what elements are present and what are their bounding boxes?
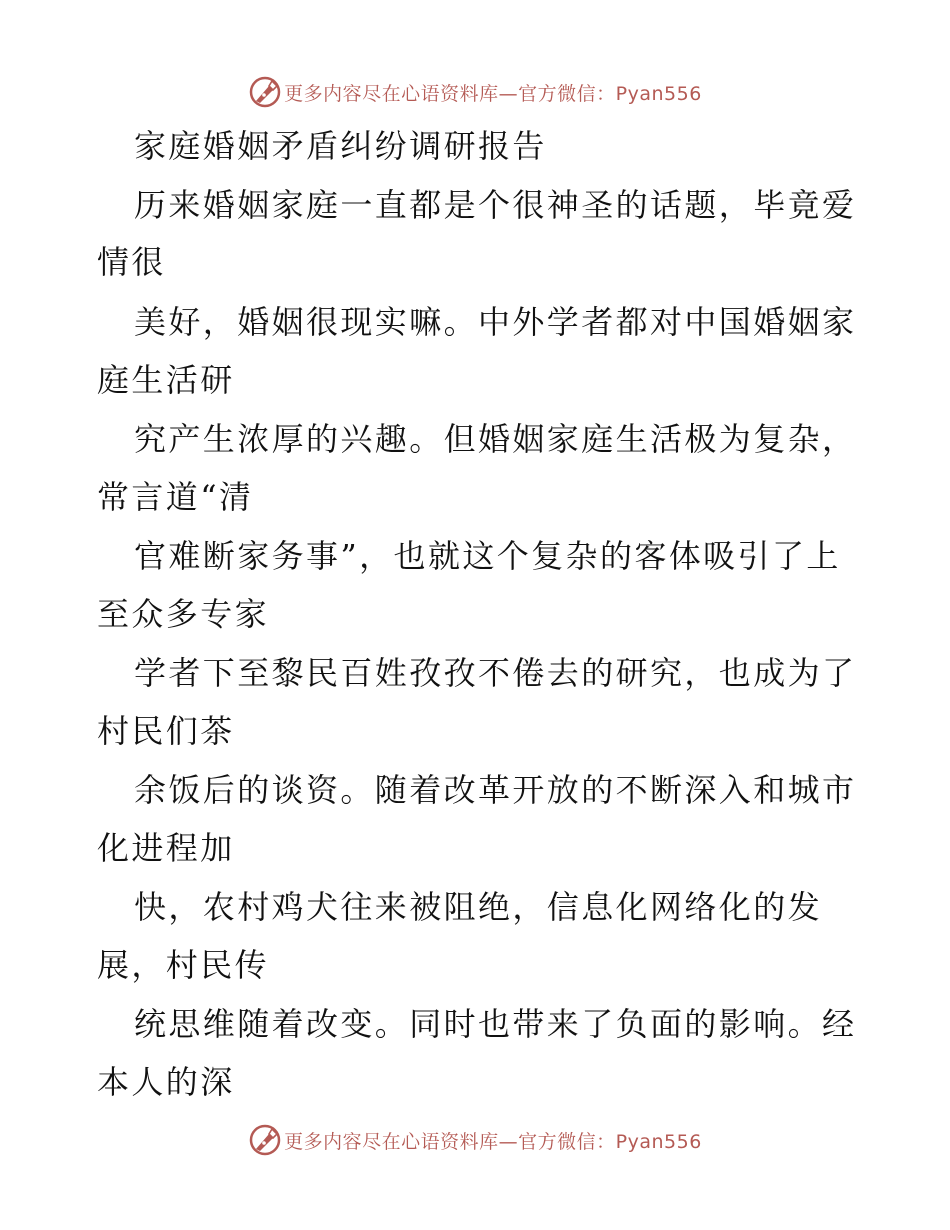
header-watermark (0, 72, 950, 112)
text-line: 历来婚姻家庭一直都是个很神圣的话题，毕竟爱 (134, 186, 857, 224)
text-line: 官难断家务事”，也就这个复杂的客体吸引了上 (134, 537, 841, 575)
text-line: 学者下至黎民百姓孜孜不倦去的研究，也成为了 (134, 654, 857, 692)
watermark-text: 更多内容尽在心语资料库—官方微信：Pyan556 (284, 82, 702, 105)
footer-watermark (0, 1120, 950, 1160)
text-line: 余饭后的谈资。随着改革开放的不断深入和城市 (134, 771, 857, 809)
pen-nib-logo-icon (248, 1123, 282, 1157)
document-title: 家庭婚姻矛盾纠纷调研报告 (134, 127, 547, 165)
text-line: 美好，婚姻很现实嘛。中外学者都对中国婚姻家 (134, 303, 857, 341)
text-line: 至众多专家 (97, 595, 270, 633)
text-line: 庭生活研 (97, 361, 235, 399)
text-line: 展，村民传 (97, 946, 270, 984)
text-line: 快，农村鸡犬往来被阻绝，信息化网络化的发 (134, 888, 823, 926)
text-line: 统思维随着改变。同时也带来了负面的影响。经 (134, 1005, 857, 1043)
text-line: 情很 (97, 243, 166, 281)
text-line: 究产生浓厚的兴趣。但婚姻家庭生活极为复杂， (134, 420, 857, 458)
watermark-text: 更多内容尽在心语资料库—官方微信：Pyan556 (284, 1130, 702, 1153)
pen-nib-logo-icon (248, 75, 282, 109)
text-line: 村民们茶 (97, 712, 235, 750)
text-line: 化进程加 (97, 829, 235, 867)
text-line: 本人的深 (97, 1063, 235, 1101)
text-line: 常言道“清 (97, 478, 254, 516)
